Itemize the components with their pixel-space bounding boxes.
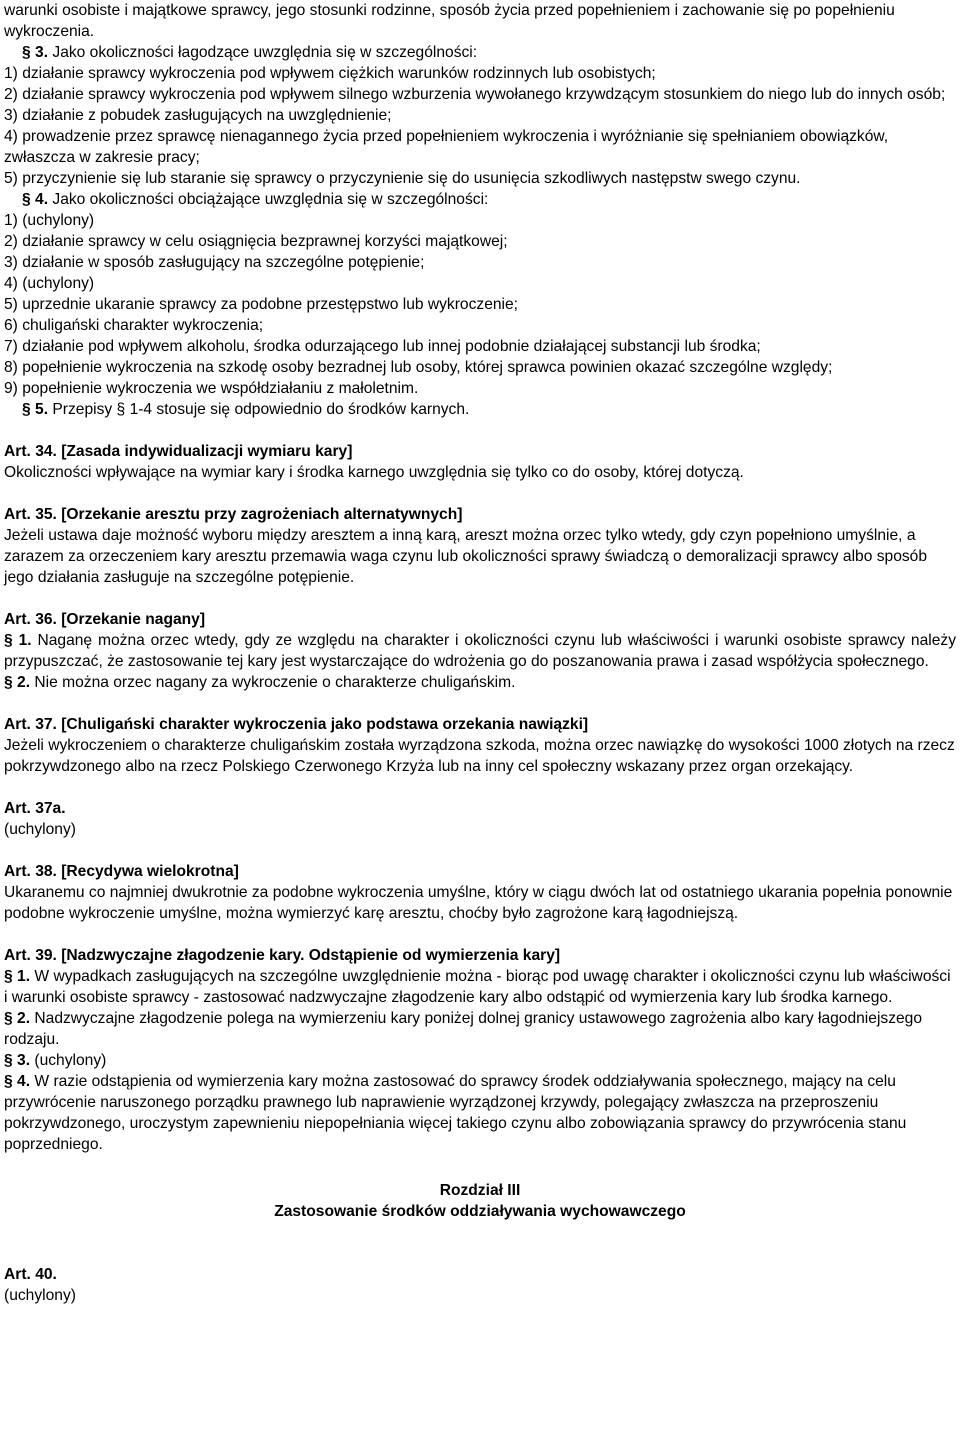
- paragraph-number: 1.: [18, 632, 32, 649]
- paragraph-number: 4.: [17, 1073, 31, 1090]
- art-36-paragraph-2: [4, 672, 956, 693]
- paragraph-5-text-a: Przepisy: [52, 401, 113, 418]
- art-37-heading: Art. 37. [Chuligański charakter wykroczenia jako podstawa orzekania nawiązki]: [4, 716, 589, 733]
- spacer: [4, 588, 956, 609]
- list-item: 4) prowadzenie przez sprawcę nienagannego życia przed popełnieniem wykroczenia i wyróżnianie się spełnianiem obowiązków, zwłaszcza w zakresie pracy;: [4, 128, 889, 166]
- art-36-heading: Art. 36. [Orzekanie nagany]: [4, 611, 206, 628]
- spacer: [4, 840, 956, 861]
- list-item: 3) działanie z pobudek zasługujących na uwzględnienie;: [4, 107, 392, 124]
- spacer: [4, 1222, 956, 1264]
- paragraph-5: [4, 399, 956, 420]
- section-sign: §: [4, 632, 13, 649]
- art-40-heading: Art. 40.: [4, 1266, 57, 1283]
- list-item: 4) (uchylony): [4, 275, 95, 292]
- spacer: [4, 1155, 956, 1176]
- paragraph-number: 3.: [17, 1052, 31, 1069]
- list-item: 9) popełnienie wykroczenia we współdziałaniu z małoletnim.: [4, 380, 419, 397]
- art-34-heading: Art. 34. [Zasada indywidualizacji wymiaru kary]: [4, 443, 353, 460]
- paragraph-4-text: Jako okoliczności obciążające uwzględnia się w szczególności:: [52, 191, 489, 208]
- art-37a-body: (uchylony): [4, 821, 76, 838]
- art-39-paragraph-4: [4, 1071, 956, 1155]
- art-36-paragraph-1: [4, 630, 956, 672]
- art-39-heading: Art. 39. [Nadzwyczajne złagodzenie kary. Odstąpienie od wymierzenia kary]: [4, 947, 561, 964]
- art-39-paragraph-1: [4, 966, 956, 1008]
- art-34-body: Okoliczności wpływające na wymiar kary i środka karnego uwzględnia się tylko co do osoby, której dotyczą.: [4, 464, 744, 481]
- paragraph-text: W razie odstąpienia od wymierzenia kary można zastosować do sprawcy środek oddziaływania społecznego, mający na celu przywrócenie naruszonego porządku prawnego lub naprawienie wyrządzonej krzywdy, polegający zwłaszcza na przeproszeniu pokrzywdzonego, uroczystym zapewnieniu niepopełniania więcej takiego czynu albo zobowiązania sprawcy do przywrócenia stanu poprzedniego.: [4, 1073, 907, 1153]
- paragraph-text: (uchylony): [34, 1052, 107, 1069]
- paragraph-4-list: [4, 210, 956, 399]
- paragraph-text: Naganę można orzec wtedy, gdy ze względu na charakter i okoliczności czynu lub właściwości i warunki osobiste sprawcy należy przypuszczać, że zastosowanie tej kary jest wystarczające do wdrożenia go do poszanowania prawa i zasad współżycia społecznego.: [4, 632, 956, 670]
- list-item: 7) działanie pod wpływem alkoholu, środka odurzającego lub innej podobnie działającej substancji lub środka;: [4, 338, 761, 355]
- spacer: [4, 777, 956, 798]
- list-item: 6) chuligański charakter wykroczenia;: [4, 317, 264, 334]
- paragraph-number: 2.: [17, 674, 31, 691]
- section-sign: §: [116, 401, 126, 418]
- chapter-title: Rozdział III: [439, 1182, 521, 1199]
- paragraph-3-list: [4, 63, 956, 189]
- list-item: 3) działanie w sposób zasługujący na szczególne potępienie;: [4, 254, 425, 271]
- spacer: [4, 924, 956, 945]
- art-35-heading: Art. 35. [Orzekanie aresztu przy zagrożeniach alternatywnych]: [4, 506, 463, 523]
- art-39-paragraph-3: [4, 1050, 956, 1071]
- section-sign: §: [22, 401, 31, 418]
- section-sign: §: [4, 1010, 13, 1027]
- paragraph-3: [4, 42, 956, 63]
- list-item: 5) przyczynienie się lub staranie się sprawcy o przyczynienie się do usunięcia szkodliwych następstw swego czynu.: [4, 170, 801, 187]
- section-sign: §: [4, 968, 13, 985]
- list-item: 2) działanie sprawcy wykroczenia pod wpływem silnego wzburzenia wywołanego krzywdzącym stosunkiem do niego lub do innych osób;: [4, 86, 946, 103]
- list-item: 5) uprzednie ukaranie sprawcy za podobne przestępstwo lub wykroczenie;: [4, 296, 519, 313]
- section-sign: §: [4, 1052, 13, 1069]
- art-37-body: Jeżeli wykroczeniem o charakterze chuligańskim została wyrządzona szkoda, można orzec nawiązkę do wysokości 1000 złotych na rzecz pokrzywdzonego albo na rzecz Polskiego Czerwonego Krzyża lub na inny cel społeczny wskazany przez organ orzekający.: [4, 737, 955, 775]
- spacer: [4, 693, 956, 714]
- section-sign: §: [4, 674, 13, 691]
- art-38-heading: Art. 38. [Recydywa wielokrotna]: [4, 863, 239, 880]
- paragraph-text: Nadzwyczajne złagodzenie polega na wymierzeniu kary poniżej dolnej granicy ustawowego zagrożenia albo kary łagodniejszego rodzaju.: [4, 1010, 923, 1048]
- paragraph-3-text: Jako okoliczności łagodzące uwzględnia się w szczególności:: [52, 44, 478, 61]
- spacer: [4, 483, 956, 504]
- spacer: [4, 420, 956, 441]
- list-item: 1) działanie sprawcy wykroczenia pod wpływem ciężkich warunków rodzinnych lub osobistych;: [4, 65, 656, 82]
- art-37a-heading: Art. 37a.: [4, 800, 66, 817]
- paragraph-number: 1.: [17, 968, 31, 985]
- paragraph-text: W wypadkach zasługujących na szczególne uwzględnienie można - biorąc pod uwagę charakter i okoliczności czynu lub właściwości i warunki osobiste sprawcy - zastosować nadzwyczajne złagodzenie kary albo odstąpić od wymierzenia kary lub środka karnego.: [4, 968, 951, 1006]
- section-sign: §: [22, 191, 31, 208]
- paragraph-text: Nie można orzec nagany za wykroczenie o charakterze chuligańskim.: [34, 674, 516, 691]
- art-38-body: Ukaranemu co najmniej dwukrotnie za podobne wykroczenia umyślne, który w ciągu dwóch lat od ostatniego ukarania popełnia ponownie podobne wykroczenie umyślne, można wymierzyć karę aresztu, choćby było zagrożone karą łagodniejszą.: [4, 884, 953, 922]
- list-item: 1) (uchylony): [4, 212, 95, 229]
- paragraph-3-number: 3.: [35, 44, 49, 61]
- paragraph-4-number: 4.: [35, 191, 49, 208]
- paragraph-5-text-b: 1-4 stosuje się odpowiednio do środków karnych.: [129, 401, 470, 418]
- section-sign: §: [22, 44, 31, 61]
- art-39-paragraph-2: [4, 1008, 956, 1050]
- list-item: 2) działanie sprawcy w celu osiągnięcia bezprawnej korzyści majątkowej;: [4, 233, 508, 250]
- paragraph-5-number: 5.: [35, 401, 49, 418]
- paragraph-number: 2.: [17, 1010, 31, 1027]
- paragraph-4: [4, 189, 956, 210]
- list-item: 8) popełnienie wykroczenia na szkodę osoby bezradnej lub osoby, której sprawca powinien okazać szczególne względy;: [4, 359, 833, 376]
- chapter-subtitle: Zastosowanie środków oddziaływania wychowawczego: [274, 1203, 686, 1220]
- intro-text: warunki osobiste i majątkowe sprawcy, jego stosunki rodzinne, sposób życia przed popełnieniem i zachowanie się po popełnieniu wykroczenia.: [4, 2, 895, 40]
- art-40-body: (uchylony): [4, 1287, 76, 1304]
- section-sign: §: [4, 1073, 13, 1090]
- art-35-body: Jeżeli ustawa daje możność wyboru między aresztem a inną karą, areszt można orzec tylko wtedy, gdy czyn popełniono umyślnie, a zarazem za orzeczeniem kary aresztu przemawia waga czynu lub okoliczności sprawy świadczą o demoralizacji sprawcy albo sposób jego działania zasługuje na szczególne potępienie.: [4, 527, 928, 586]
